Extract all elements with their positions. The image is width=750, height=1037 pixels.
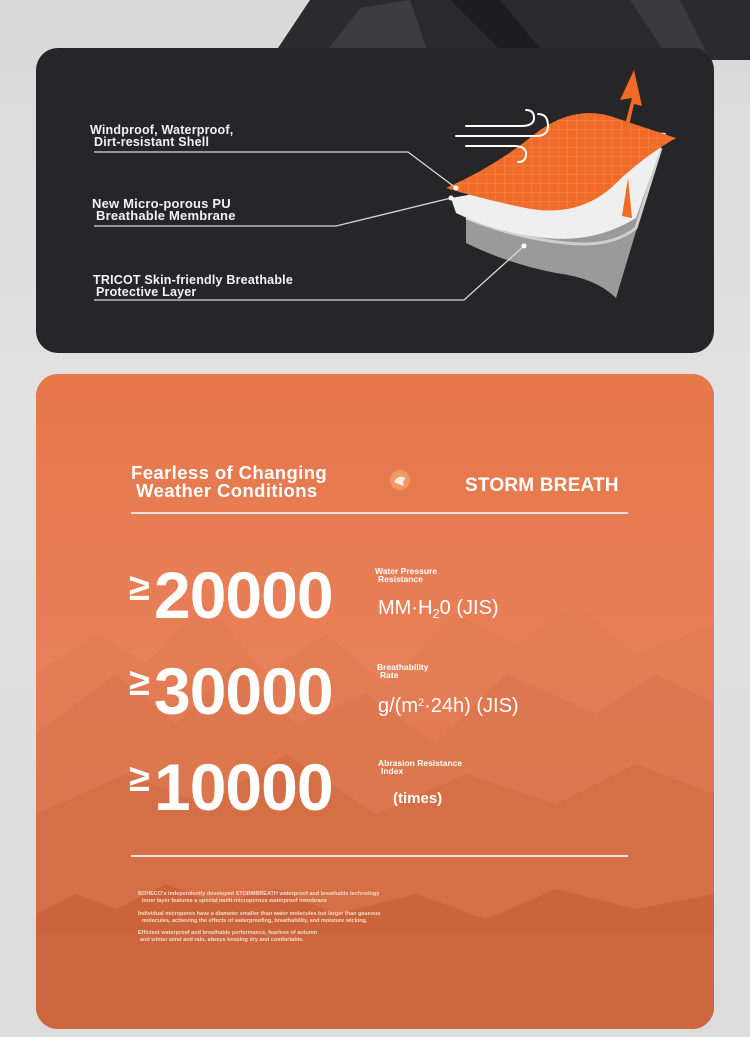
spec2-unit-sup: 2 <box>418 697 425 709</box>
shell-layer-label <box>90 124 233 148</box>
spec3-label <box>378 759 462 775</box>
spec2-label <box>377 663 429 679</box>
spec2-label-line2: Rate <box>380 670 399 680</box>
membrane-layer-line1: New Micro-porous PU <box>92 196 231 211</box>
fine-print-3-line1: Efficient waterproof and breathable performance, fearless of autumn <box>138 930 318 936</box>
fine-print-1-line1: BOHECO's independently developed STORMBREATH waterproof and breathable technology <box>138 891 380 897</box>
membrane-layer-line2: Breathable Membrane <box>96 208 236 223</box>
storm-logo-icon <box>386 468 414 492</box>
divider-bottom <box>131 855 628 857</box>
tricot-layer-line2: Protective Layer <box>96 285 197 299</box>
spec1-unit <box>378 597 499 625</box>
spec2-value: 30000 <box>154 654 333 728</box>
spec2-label-line1: Breathability <box>377 662 429 672</box>
spec3-label-line1: Abrasion Resistance <box>378 758 463 768</box>
headline-line2: Weather Conditions <box>136 480 318 501</box>
divider-top <box>131 512 628 514</box>
headline <box>131 464 327 500</box>
shell-layer-line1: Windproof, Waterproof, <box>90 123 234 137</box>
spec1-unit-b: 0 (JIS) <box>439 597 499 619</box>
spec2-symbol: ≥ <box>129 662 150 704</box>
fine-print-1 <box>138 891 468 904</box>
brand-name: STORM BREATH <box>465 475 619 496</box>
spec1-label-line1: Water Pressure <box>375 566 438 576</box>
spec2-unit <box>378 692 519 717</box>
spec3-symbol: ≥ <box>129 758 150 800</box>
spec2-unit-a: g/(m <box>378 695 418 717</box>
shell-layer-line2: Dirt-resistant Shell <box>94 135 210 149</box>
spec1-label-line2: Resistance <box>378 574 423 584</box>
spec3-unit: (times) <box>393 790 443 807</box>
tricot-layer-line1: TRICOT Skin-friendly Breathable <box>93 273 293 287</box>
spec1-symbol: ≥ <box>129 567 150 609</box>
spec3-value: 10000 <box>154 750 333 824</box>
fine-print-2-line2: molecules, achieving the effects of waterproofing, breathability, and moisture wicking. <box>142 917 368 924</box>
tricot-layer-label <box>93 274 293 298</box>
fine-print-2-line1: Individual micropores have a diameter smaller than water molecules but larger than gaseous <box>138 911 381 917</box>
spec1-unit-sub: 2 <box>432 606 440 621</box>
fabric-layers-card <box>36 48 714 353</box>
spec1-unit-a: MM·H <box>378 597 433 619</box>
fine-print-3 <box>138 930 468 943</box>
spec3-label-line2: Index <box>381 766 404 776</box>
headline-line1: Fearless of Changing <box>131 462 328 483</box>
fine-print-1-line2: inner layer features a special multi-microporous waterproof membrane <box>142 897 327 904</box>
storm-breath-card <box>36 374 714 1029</box>
membrane-layer-label <box>92 198 236 222</box>
spec1-label <box>375 567 437 583</box>
fine-print-3-line2: and winter wind and rain, always keeping dry and comfortable. <box>140 936 304 943</box>
spec1-value: 20000 <box>154 558 333 632</box>
spec2-unit-b: ·24h) (JIS) <box>424 695 519 717</box>
fine-print-2 <box>138 911 468 924</box>
